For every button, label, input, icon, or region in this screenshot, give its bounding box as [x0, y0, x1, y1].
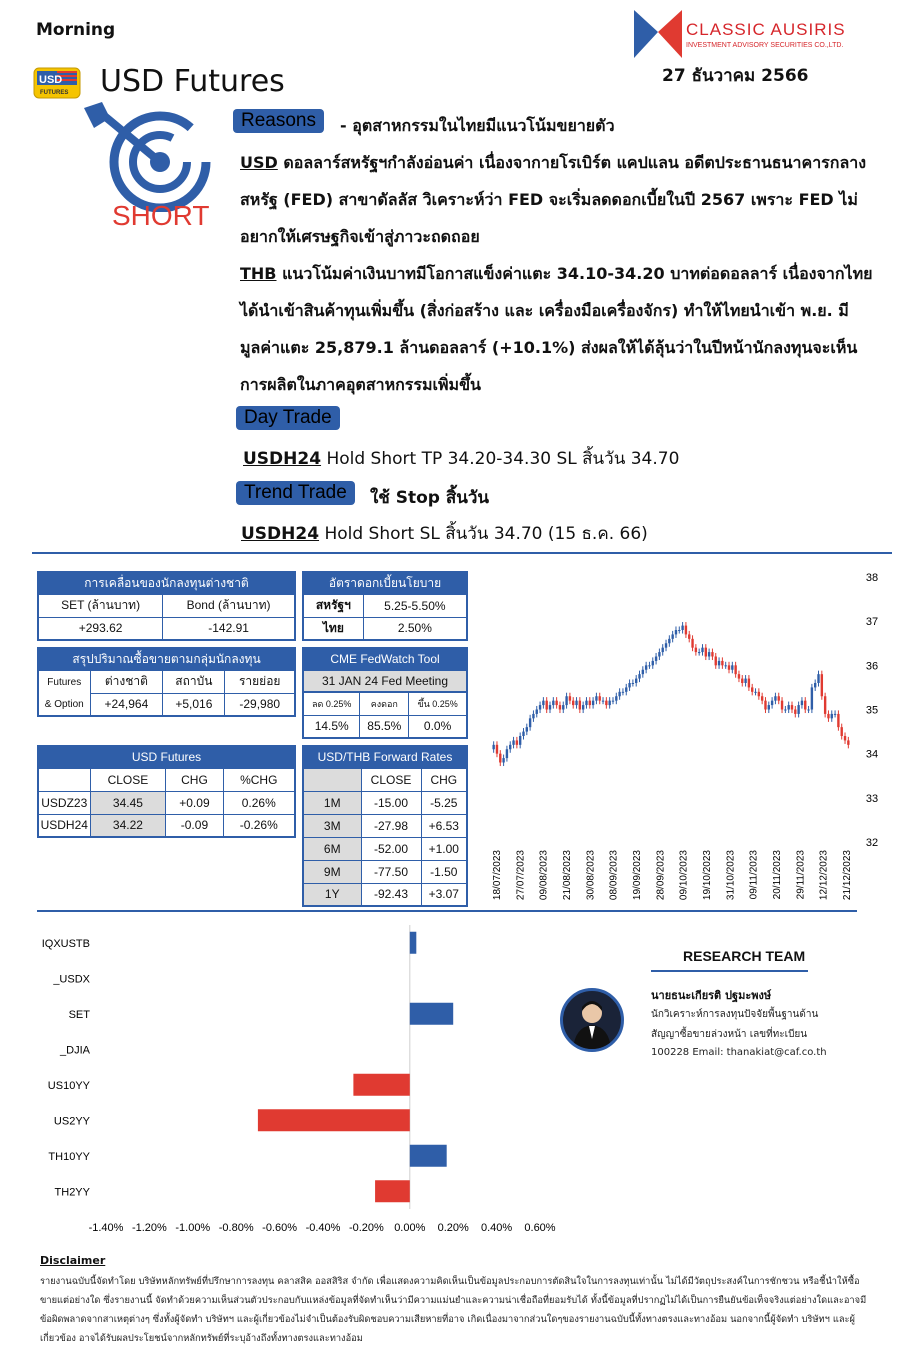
candle-body — [502, 758, 504, 762]
table-row — [303, 860, 467, 883]
forward-close: -27.98 — [361, 814, 421, 837]
candle-body — [801, 701, 803, 705]
candle-body — [559, 705, 561, 709]
candle-body — [658, 652, 660, 656]
candle-body — [645, 665, 647, 669]
y-tick-label: 34 — [865, 748, 879, 761]
section-divider — [37, 910, 857, 912]
candle-body — [665, 643, 667, 647]
bar — [410, 1145, 447, 1167]
candle-body — [771, 701, 773, 705]
x-tick-label: 0.40% — [480, 1222, 513, 1234]
candle-body — [721, 661, 723, 665]
candle-body — [811, 687, 813, 709]
policy-rate-country: สหรัฐฯ — [303, 594, 363, 617]
thb-paragraph — [240, 255, 880, 403]
x-tick-label: 09/10/2023 — [678, 850, 690, 901]
investor-header-institution: สถาบัน — [163, 670, 225, 693]
candle-body — [764, 701, 766, 710]
candle-body — [522, 732, 524, 736]
usd-futures-header-pct: %CHG — [223, 768, 295, 791]
fedwatch-hold: 85.5% — [360, 715, 409, 738]
thb-text: แนวโน้มค่าเงินบาทมีโอกาสแข็งค่าแตะ 34.10-34.20 บาทต่อดอลลาร์ เนื่องจากไทยได้นำเข้าสินค้าทุนเพิ่มขึ้น (สิ่งก่อสร้าง และ เครื่องมือเครื่องจักร) ทำให้ไทยนำเข้า พ.ย. มีมูลค่าแตะ 25,879.1 ล้านดอลลาร์ (+10.1%) ส่งผลให้ได้ลุ้นว่าในปีหน้านักลงทุนจะเห็นการผลิตในภาคอุตสาหกรรมเพิ่มขึ้น — [240, 264, 873, 394]
candle-body — [615, 696, 617, 700]
candle-body — [655, 657, 657, 661]
x-tick-label: 18/07/2023 — [492, 850, 503, 901]
policy-rate-table — [302, 571, 468, 641]
x-tick-label: 09/08/2023 — [538, 850, 550, 901]
candle-body — [741, 679, 743, 683]
candle-body — [837, 714, 839, 727]
policy-rate-value: 2.50% — [363, 617, 467, 640]
candle-body — [589, 701, 591, 705]
candle-body — [831, 714, 833, 718]
investor-retail: -29,980 — [225, 693, 295, 716]
investor-label-2: & Option — [44, 698, 84, 710]
candle-body — [642, 670, 644, 674]
analyst-license: สัญญาซื้อขายล่วงหน้า เลขที่ทะเบียน — [651, 1029, 808, 1040]
forward-tenor: 6M — [303, 837, 361, 860]
policy-rate-country: ไทย — [303, 617, 363, 640]
candle-body — [536, 710, 538, 714]
fedwatch-table — [302, 647, 468, 739]
x-tick-label: 0.60% — [524, 1222, 556, 1234]
page-title: USD Futures — [100, 64, 285, 99]
trend-trade-note: ใช้ Stop สิ้นวัน — [370, 488, 490, 508]
candle-body — [595, 696, 597, 700]
y-tick-label: 38 — [865, 572, 879, 584]
category-label: _DJIA — [60, 1044, 90, 1057]
candle-body — [545, 701, 547, 710]
trend-trade-ticker: USDH24 — [241, 524, 320, 544]
day-trade-text: Hold Short TP 34.20-34.30 SL สิ้นวัน 34.70 — [326, 449, 680, 469]
reasons-headline: - อุตสาหกรรมในไทยมีแนวโน้มขยายตัว — [340, 116, 615, 135]
candle-body — [748, 679, 750, 688]
candle-body — [662, 648, 664, 652]
research-divider — [651, 970, 808, 972]
bar — [410, 932, 417, 954]
usd-futures-close: 34.45 — [90, 791, 166, 814]
candle-body — [562, 705, 564, 709]
trend-trade-line — [241, 520, 648, 547]
investor-foreign: +24,964 — [90, 693, 163, 716]
candle-body — [612, 701, 614, 702]
candle-body — [834, 714, 836, 715]
table-row — [38, 791, 295, 814]
x-tick-label: 21/12/2023 — [842, 850, 853, 901]
candle-body — [539, 705, 541, 709]
candle-body — [648, 665, 650, 666]
x-tick-label: 20/11/2023 — [772, 850, 783, 900]
section-divider — [32, 552, 892, 554]
forward-close: -15.00 — [361, 791, 421, 814]
candle-body — [622, 692, 624, 693]
usd-futures-pct: 0.26% — [223, 791, 295, 814]
candle-body — [582, 705, 584, 709]
forward-header-blank — [303, 768, 361, 791]
candle-body — [668, 639, 670, 643]
candle-body — [724, 665, 726, 666]
forward-chg: +1.00 — [421, 837, 467, 860]
candle-body — [841, 727, 843, 736]
candle-body — [592, 701, 594, 705]
x-tick-label: 27/07/2023 — [515, 850, 527, 901]
table-row — [303, 837, 467, 860]
reasons-pill: Reasons — [233, 109, 324, 133]
y-tick-label: 36 — [865, 660, 879, 673]
usd-futures-badge-icon — [33, 67, 81, 99]
candle-body — [526, 727, 528, 731]
candle-body — [787, 705, 789, 709]
fedwatch-header-hold: คงดอก — [360, 692, 409, 715]
candle-body — [754, 692, 756, 693]
forward-chg: +3.07 — [421, 883, 467, 906]
foreign-flow-bond: -142.91 — [163, 617, 295, 640]
candle-body — [519, 736, 521, 745]
candle-body — [632, 683, 634, 684]
forward-chg: -5.25 — [421, 791, 467, 814]
candle-body — [698, 652, 700, 653]
candle-body — [569, 696, 571, 700]
trend-trade-pill: Trend Trade — [236, 481, 355, 505]
bar — [410, 1003, 453, 1025]
x-tick-label: -0.80% — [218, 1222, 254, 1234]
candle-body — [599, 696, 601, 700]
investor-summary-title: สรุปปริมาณซื้อขายตามกลุ่มนักลงทุน — [38, 648, 295, 670]
candle-body — [705, 648, 707, 657]
category-label: _USDX — [53, 973, 90, 986]
candle-body — [675, 630, 677, 634]
x-tick-label: -1.20% — [131, 1222, 167, 1234]
x-tick-label: 29/11/2023 — [795, 850, 807, 900]
candle-body — [778, 696, 780, 700]
usd-futures-header-chg: CHG — [166, 768, 223, 791]
forward-rates-table — [302, 745, 468, 907]
forward-chg: -1.50 — [421, 860, 467, 883]
y-tick-label: 33 — [865, 792, 879, 805]
usd-paragraph — [240, 144, 880, 255]
candle-body — [565, 696, 567, 705]
category-label: US2YY — [53, 1115, 90, 1128]
candle-body — [695, 648, 697, 652]
x-tick-label: 19/09/2023 — [632, 850, 643, 901]
foreign-flow-set: +293.62 — [38, 617, 163, 640]
market-change-bar-chart — [30, 925, 560, 1243]
disclaimer-title: Disclaimer — [40, 1254, 106, 1267]
fedwatch-subtitle: 31 JAN 24 Fed Meeting — [303, 670, 467, 692]
y-tick-label: 35 — [865, 704, 879, 717]
fedwatch-cut: 14.5% — [303, 715, 360, 738]
candle-body — [784, 710, 786, 711]
candle-body — [774, 696, 776, 700]
candle-body — [807, 710, 809, 711]
candle-body — [575, 701, 577, 705]
candle-body — [549, 705, 551, 709]
candle-body — [512, 740, 514, 744]
forward-chg: +6.53 — [421, 814, 467, 837]
foreign-flow-header-set: SET (ล้านบาท) — [38, 594, 163, 617]
x-tick-label: 28/09/2023 — [655, 850, 667, 901]
trend-trade-text: Hold Short SL สิ้นวัน 34.70 (15 ธ.ค. 66) — [324, 524, 648, 544]
usd-futures-chg: +0.09 — [166, 791, 223, 814]
candle-body — [585, 701, 587, 705]
candle-body — [635, 679, 637, 683]
fedwatch-hike: 0.0% — [409, 715, 467, 738]
day-trade-line — [243, 445, 679, 472]
candle-body — [701, 648, 703, 652]
y-tick-label: 32 — [865, 837, 879, 849]
candle-body — [688, 634, 690, 638]
candle-body — [824, 696, 826, 714]
fedwatch-header-hike: ขึ้น 0.25% — [409, 692, 467, 715]
candle-body — [715, 657, 717, 666]
session-label: Morning — [36, 20, 116, 40]
candle-body — [496, 745, 498, 754]
candle-body — [678, 630, 680, 631]
candle-body — [708, 652, 710, 656]
investor-header-foreign: ต่างชาติ — [90, 670, 163, 693]
candle-body — [781, 701, 783, 710]
candle-body — [625, 687, 627, 691]
candle-body — [605, 701, 607, 705]
candle-body — [618, 692, 620, 696]
foreign-flow-table — [37, 571, 296, 641]
x-tick-label: 09/11/2023 — [748, 850, 760, 900]
candle-body — [685, 626, 687, 635]
usd-futures-name: USDH24 — [38, 814, 90, 837]
candle-body — [821, 674, 823, 696]
candle-body — [734, 665, 736, 674]
forward-close: -52.00 — [361, 837, 421, 860]
candle-body — [628, 683, 630, 687]
forward-tenor: 1M — [303, 791, 361, 814]
x-tick-label: 0.00% — [394, 1222, 426, 1234]
analyst-role: นักวิเคราะห์การลงทุนปัจจัยพื้นฐานด้าน — [651, 1009, 819, 1020]
category-label: TH2YY — [54, 1186, 90, 1199]
candle-body — [608, 701, 610, 705]
table-row — [303, 791, 467, 814]
bar — [375, 1180, 410, 1202]
x-tick-label: 0.20% — [437, 1222, 469, 1234]
candle-body — [817, 674, 819, 683]
x-tick-label: 12/12/2023 — [818, 850, 830, 901]
x-tick-label: -0.40% — [305, 1222, 341, 1234]
candle-body — [768, 705, 770, 709]
candle-body — [516, 740, 518, 744]
policy-rate-title: อัตราดอกเบี้ยนโยบาย — [303, 572, 467, 594]
x-tick-label: -0.60% — [262, 1222, 298, 1234]
badge-sub: FUTURES — [40, 90, 69, 96]
x-tick-label: -1.40% — [88, 1222, 124, 1234]
research-team-title: RESEARCH TEAM — [683, 948, 806, 964]
candle-body — [691, 639, 693, 648]
candle-body — [638, 674, 640, 678]
usdthb-candlestick-chart — [480, 566, 900, 910]
candle-body — [738, 674, 740, 678]
forward-close: -92.43 — [361, 883, 421, 906]
analyst-name: นายธนะเกียรติ ปฐมะพงษ์ — [651, 989, 772, 1002]
candle-body — [728, 665, 730, 669]
candle-body — [844, 736, 846, 740]
candle-body — [681, 626, 683, 630]
forward-tenor: 9M — [303, 860, 361, 883]
usd-futures-table — [37, 745, 296, 838]
candle-body — [572, 701, 574, 705]
table-row — [38, 814, 295, 837]
badge-text: USD — [39, 74, 63, 86]
investor-header-retail: รายย่อย — [225, 670, 295, 693]
usd-tag: USD — [240, 153, 278, 172]
candle-body — [744, 679, 746, 683]
x-tick-label: 31/10/2023 — [725, 850, 737, 901]
category-label: US10YY — [47, 1079, 90, 1092]
usd-futures-close: 34.22 — [90, 814, 166, 837]
forward-header-chg: CHG — [421, 768, 467, 791]
target-dart-icon — [80, 102, 220, 212]
analyst-avatar — [560, 988, 624, 1052]
y-tick-label: 37 — [865, 616, 879, 629]
candle-body — [804, 701, 806, 710]
candle-body — [711, 652, 713, 656]
day-trade-pill: Day Trade — [236, 406, 340, 430]
x-tick-label: 21/08/2023 — [562, 850, 573, 901]
foreign-flow-title: การเคลื่อนของนักลงทุนต่างชาติ — [38, 572, 295, 594]
thb-tag: THB — [240, 264, 277, 283]
candle-body — [492, 745, 494, 749]
forward-tenor: 3M — [303, 814, 361, 837]
foreign-flow-header-bond: Bond (ล้านบาท) — [163, 594, 295, 617]
investor-summary-table — [37, 647, 296, 717]
category-label: SET — [68, 1008, 90, 1021]
usd-futures-name: USDZ23 — [38, 791, 90, 814]
candle-body — [579, 701, 581, 710]
usd-futures-title: USD Futures — [38, 746, 295, 768]
bar — [258, 1109, 410, 1131]
candle-body — [797, 705, 799, 714]
report-date: 27 ธันวาคม 2566 — [662, 66, 809, 86]
bar — [353, 1074, 409, 1096]
x-tick-label: -1.00% — [175, 1222, 211, 1234]
x-tick-label: -0.20% — [348, 1222, 384, 1234]
candle-body — [731, 665, 733, 669]
candle-body — [671, 634, 673, 638]
candle-body — [758, 692, 760, 696]
candle-body — [499, 754, 501, 763]
table-row — [303, 814, 467, 837]
usd-futures-chg: -0.09 — [166, 814, 223, 837]
brand-subtitle: INVESTMENT ADVISORY SECURITIES CO.,LTD. — [686, 42, 844, 49]
candle-body — [555, 701, 557, 705]
candle-body — [814, 683, 816, 687]
candle-body — [552, 701, 554, 705]
investor-summary-label — [38, 670, 90, 716]
forward-header-close: CLOSE — [361, 768, 421, 791]
candle-body — [761, 696, 763, 700]
candle-body — [652, 661, 654, 665]
candle-body — [791, 705, 793, 709]
x-tick-label: 19/10/2023 — [702, 850, 713, 901]
candle-body — [529, 718, 531, 727]
day-trade-ticker: USDH24 — [243, 449, 322, 469]
candle-body — [847, 740, 849, 744]
usd-futures-header-blank — [38, 768, 90, 791]
candle-body — [827, 714, 829, 718]
fedwatch-header-cut: ลด 0.25% — [303, 692, 360, 715]
forward-rates-title: USD/THB Forward Rates — [303, 746, 467, 768]
usd-text: ดอลลาร์สหรัฐฯกำลังอ่อนค่า เนื่องจากายโรเบิร์ต แคปแลน อดีตประธานธนาคารกลางสหรัฐ (FED) สาขาดัลลัส วิเคราะห์ว่า FED จะเริ่มลดดอกเบี้ยในปี 2567 เพราะ FED ไม่อยากให้เศรษฐกิจเข้าสู่ภาวะถดถอย — [240, 153, 867, 246]
x-tick-label: 30/08/2023 — [585, 850, 597, 901]
candle-body — [542, 701, 544, 705]
candle-body — [794, 710, 796, 714]
candle-body — [506, 749, 508, 758]
candle-body — [509, 745, 511, 749]
brand-name: CLASSIC AUSIRIS — [686, 20, 846, 39]
analyst-contact: 100228 Email: thanakiat@caf.co.th — [651, 1047, 827, 1058]
candle-body — [602, 701, 604, 702]
x-tick-label: 08/09/2023 — [608, 850, 620, 901]
disclaimer-text: รายงานฉบับนี้จัดทำโดย บริษัทหลักทรัพย์ที่ปรึกษาการลงทุน คลาสสิค ออสสิริส จำกัด เพื่อแสดงความคิดเห็นเป็นข้อมูลประกอบการตัดสินใจในการลงทุนเท่านั้น ไม่ได้มีวัตถุประสงค์ในการชักชวน หรือชี้นำให้ซื้อขายแต่อย่างใด ซึ่งรายงานนี้ จัดทำด้วยความเห็นส่วนตัวประกอบกับแหล่งข้อมูลที่จัดทำเห็นว่ามีความแม่นยำและความน่าเชื่อถือที่ยอมรับได้ ทั้งนี้ข้อมูลที่ปรากฏไม่ได้เป็นการยืนยันข้อเท็จจริงแต่อย่างใดและอาจมีข้อผิดพลาดจากสาเหตุต่างๆ ซึ่งทั้งผู้จัดทำ บริษัทฯ และผู้เกี่ยวข้องไม่จำเป็นต้องรับผิดชอบความเสียหายที่อาจ เกิดเนื่องมาจากส่วนใดๆของรายงานฉบับนี้ทั้งทางตรงและทางอ้อม นอกจากนี้ผู้จัดทำ บริษัทฯ และผู้เกี่ยวข้อง อาจได้รับผลประโยชน์จากหลักทรัพย์ที่ระบุอ้างถึงทั้งทางตรงและทางอ้อม — [40, 1276, 867, 1344]
fedwatch-title: CME FedWatch Tool — [303, 648, 467, 670]
table-row — [303, 883, 467, 906]
policy-rate-value: 5.25-5.50% — [363, 594, 467, 617]
investor-institution: +5,016 — [163, 693, 225, 716]
candle-body — [751, 687, 753, 691]
forward-tenor: 1Y — [303, 883, 361, 906]
forward-close: -77.50 — [361, 860, 421, 883]
usd-futures-header-close: CLOSE — [90, 768, 166, 791]
candle-body — [718, 661, 720, 665]
category-label: TH10YY — [48, 1150, 90, 1163]
category-label: IQXUSTB — [41, 937, 90, 950]
signal-label: SHORT — [112, 200, 210, 231]
candle-body — [532, 714, 534, 718]
investor-label-1: Futures — [47, 676, 82, 688]
usd-futures-pct: -0.26% — [223, 814, 295, 837]
